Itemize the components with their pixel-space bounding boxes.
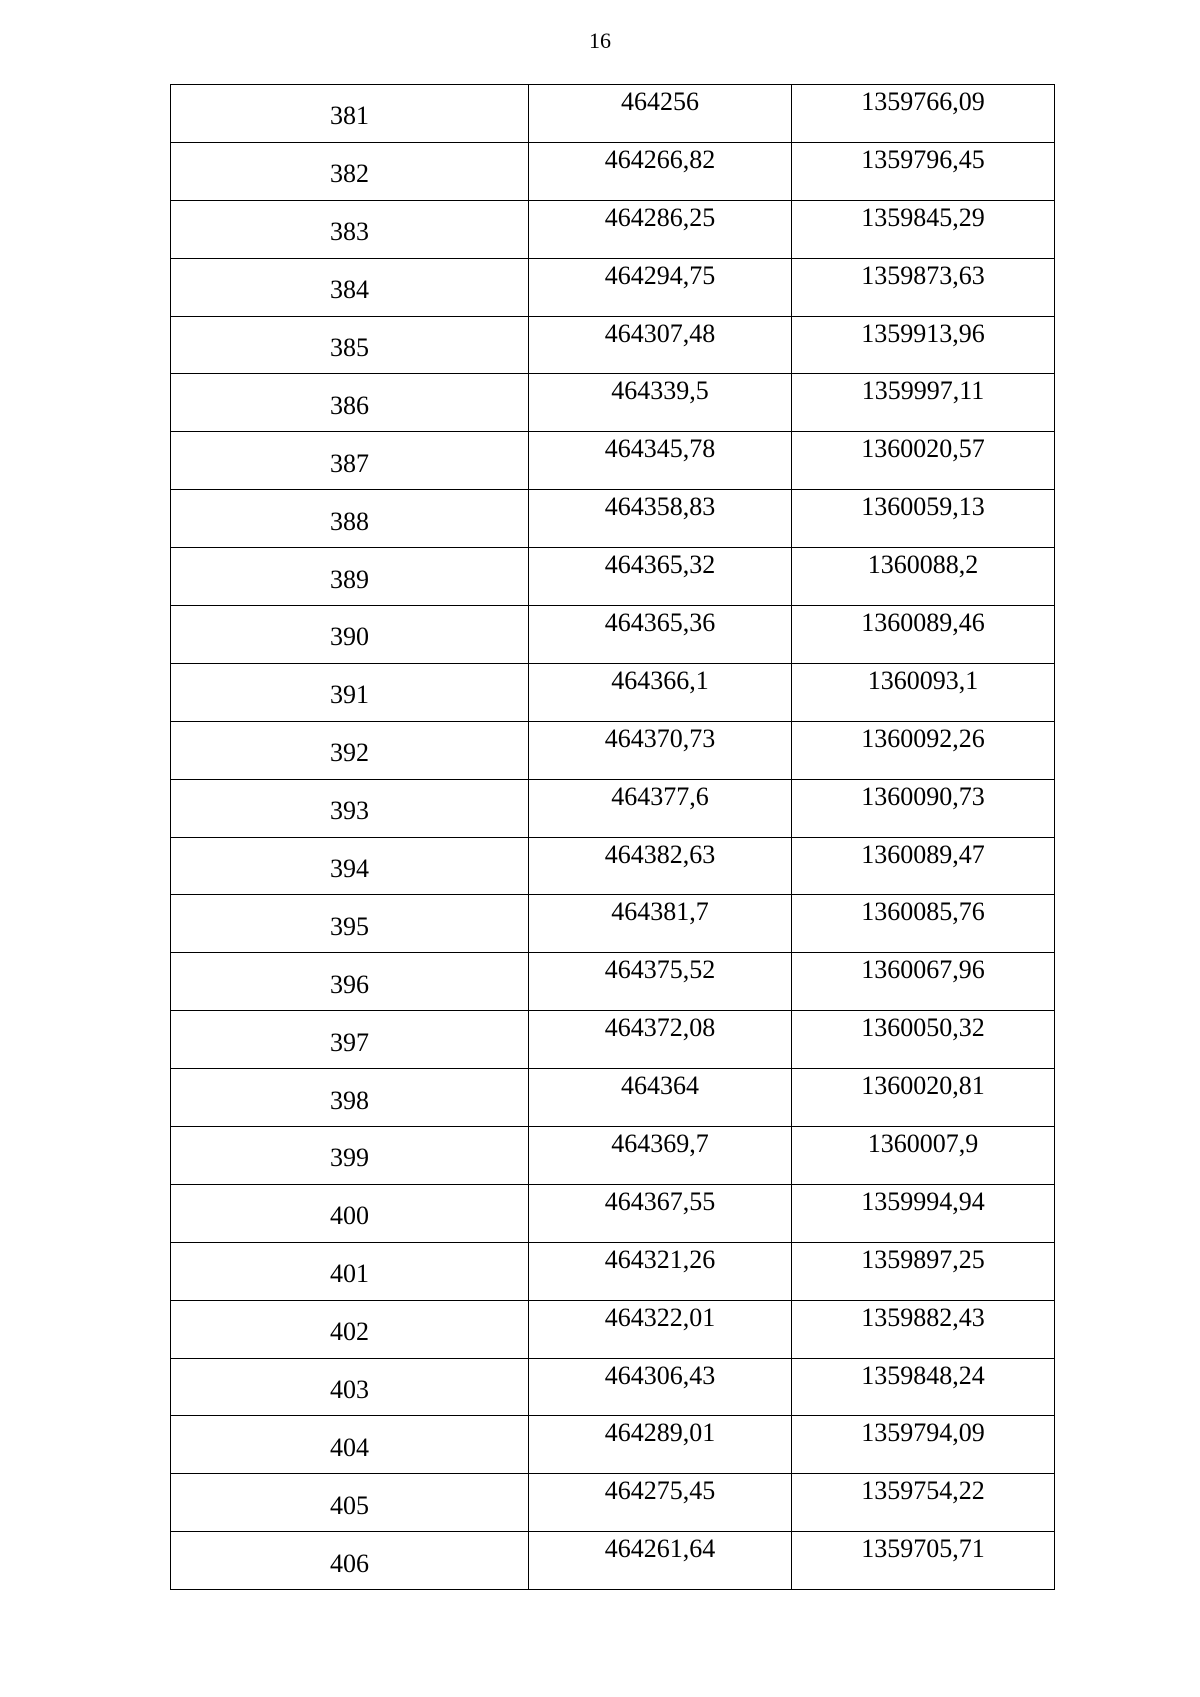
x-coordinate-cell: 464369,7 [529,1127,792,1185]
y-coordinate-cell: 1359754,22 [792,1474,1055,1532]
x-coordinate-cell: 464365,36 [529,606,792,664]
table-row [171,1358,1055,1416]
x-coordinate-cell: 464382,63 [529,837,792,895]
coordinates-table [170,84,1055,1590]
y-coordinate-cell: 1359796,45 [792,142,1055,200]
y-coordinate-cell: 1359897,25 [792,1242,1055,1300]
point-number-cell: 401 [171,1242,529,1300]
point-number-cell: 402 [171,1300,529,1358]
x-coordinate-cell: 464294,75 [529,258,792,316]
y-coordinate-cell: 1360059,13 [792,490,1055,548]
table-row [171,490,1055,548]
point-number-cell: 396 [171,953,529,1011]
y-coordinate-cell: 1359913,96 [792,316,1055,374]
y-coordinate-cell: 1360050,32 [792,1011,1055,1069]
table-row [171,142,1055,200]
x-coordinate-cell: 464370,73 [529,721,792,779]
table-row [171,200,1055,258]
point-number-cell: 404 [171,1416,529,1474]
table-row [171,1532,1055,1590]
point-number-cell: 390 [171,606,529,664]
x-coordinate-cell: 464381,7 [529,895,792,953]
x-coordinate-cell: 464365,32 [529,548,792,606]
table-row [171,606,1055,664]
point-number-cell: 383 [171,200,529,258]
table-row [171,1011,1055,1069]
x-coordinate-cell: 464321,26 [529,1242,792,1300]
table-row [171,779,1055,837]
y-coordinate-cell: 1360007,9 [792,1127,1055,1185]
point-number-cell: 385 [171,316,529,374]
point-number-cell: 397 [171,1011,529,1069]
y-coordinate-cell: 1360088,2 [792,548,1055,606]
point-number-cell: 388 [171,490,529,548]
table-row [171,548,1055,606]
table-row [171,721,1055,779]
x-coordinate-cell: 464322,01 [529,1300,792,1358]
point-number-cell: 393 [171,779,529,837]
table-row [171,1300,1055,1358]
x-coordinate-cell: 464266,82 [529,142,792,200]
point-number-cell: 389 [171,548,529,606]
y-coordinate-cell: 1359873,63 [792,258,1055,316]
point-number-cell: 405 [171,1474,529,1532]
table-row [171,953,1055,1011]
point-number-cell: 406 [171,1532,529,1590]
table-row [171,1242,1055,1300]
point-number-cell: 394 [171,837,529,895]
point-number-cell: 381 [171,85,529,143]
x-coordinate-cell: 464286,25 [529,200,792,258]
table-row [171,374,1055,432]
table-row [171,895,1055,953]
table-row [171,258,1055,316]
table-row [171,1474,1055,1532]
x-coordinate-cell: 464261,64 [529,1532,792,1590]
y-coordinate-cell: 1360089,46 [792,606,1055,664]
y-coordinate-cell: 1360020,57 [792,432,1055,490]
point-number-cell: 384 [171,258,529,316]
coordinates-table-body [171,85,1055,1590]
point-number-cell: 382 [171,142,529,200]
x-coordinate-cell: 464345,78 [529,432,792,490]
x-coordinate-cell: 464375,52 [529,953,792,1011]
y-coordinate-cell: 1360093,1 [792,663,1055,721]
x-coordinate-cell: 464307,48 [529,316,792,374]
x-coordinate-cell: 464358,83 [529,490,792,548]
y-coordinate-cell: 1359705,71 [792,1532,1055,1590]
table-row [171,432,1055,490]
point-number-cell: 398 [171,1069,529,1127]
table-row [171,1069,1055,1127]
x-coordinate-cell: 464256 [529,85,792,143]
x-coordinate-cell: 464377,6 [529,779,792,837]
table-row [171,1416,1055,1474]
x-coordinate-cell: 464367,55 [529,1184,792,1242]
x-coordinate-cell: 464366,1 [529,663,792,721]
table-row [171,316,1055,374]
x-coordinate-cell: 464275,45 [529,1474,792,1532]
point-number-cell: 403 [171,1358,529,1416]
point-number-cell: 400 [171,1184,529,1242]
point-number-cell: 395 [171,895,529,953]
y-coordinate-cell: 1359794,09 [792,1416,1055,1474]
y-coordinate-cell: 1360092,26 [792,721,1055,779]
point-number-cell: 386 [171,374,529,432]
table-row [171,837,1055,895]
table-row [171,663,1055,721]
table-row [171,1184,1055,1242]
table-row [171,85,1055,143]
x-coordinate-cell: 464289,01 [529,1416,792,1474]
y-coordinate-cell: 1359994,94 [792,1184,1055,1242]
y-coordinate-cell: 1360090,73 [792,779,1055,837]
y-coordinate-cell: 1360067,96 [792,953,1055,1011]
x-coordinate-cell: 464339,5 [529,374,792,432]
y-coordinate-cell: 1359882,43 [792,1300,1055,1358]
y-coordinate-cell: 1359766,09 [792,85,1055,143]
y-coordinate-cell: 1359848,24 [792,1358,1055,1416]
x-coordinate-cell: 464372,08 [529,1011,792,1069]
y-coordinate-cell: 1360085,76 [792,895,1055,953]
point-number-cell: 399 [171,1127,529,1185]
y-coordinate-cell: 1359997,11 [792,374,1055,432]
y-coordinate-cell: 1359845,29 [792,200,1055,258]
page-number: 16 [589,28,611,53]
point-number-cell: 387 [171,432,529,490]
x-coordinate-cell: 464364 [529,1069,792,1127]
y-coordinate-cell: 1360020,81 [792,1069,1055,1127]
table-row [171,1127,1055,1185]
y-coordinate-cell: 1360089,47 [792,837,1055,895]
point-number-cell: 391 [171,663,529,721]
x-coordinate-cell: 464306,43 [529,1358,792,1416]
point-number-cell: 392 [171,721,529,779]
